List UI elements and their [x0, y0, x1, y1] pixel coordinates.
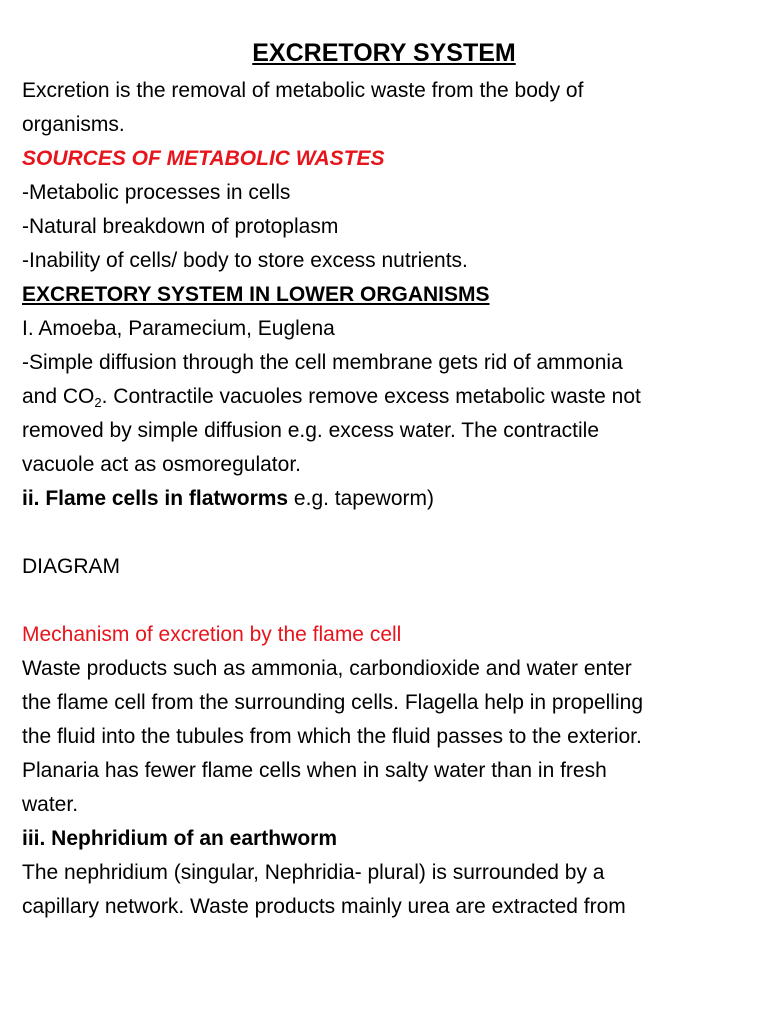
lower-organisms-heading: EXCRETORY SYSTEM IN LOWER ORGANISMS — [22, 283, 490, 306]
co2-prefix: and CO — [22, 385, 95, 408]
co2-subscript: 2 — [94, 395, 102, 410]
blank-line — [22, 516, 746, 550]
flame-cells-label: ii. Flame cells in flatworms — [22, 487, 289, 510]
intro-line-2: organisms. — [22, 113, 125, 136]
flame-mechanism-line-2: the flame cell from the surrounding cells. Flagella help in propelling — [22, 691, 643, 714]
blank-line — [22, 584, 746, 618]
sources-heading: SOURCES OF METABOLIC WASTES — [22, 147, 385, 170]
flame-mechanism-line-3: the fluid into the tubules from which the fluid passes to the exterior. — [22, 725, 642, 748]
nephridium-text-line-1: The nephridium (singular, Nephridia- plural) is surrounded by a — [22, 861, 605, 884]
flame-mechanism-line-1: Waste products such as ammonia, carbondioxide and water enter — [22, 657, 632, 680]
co2-suffix: . Contractile vacuoles remove excess metabolic waste not — [101, 385, 641, 408]
diagram-placeholder: DIAGRAM — [22, 555, 121, 578]
nephridium-heading: iii. Nephridium of an earthworm — [22, 827, 338, 850]
sources-item-2: -Natural breakdown of protoplasm — [22, 215, 339, 238]
nephridium-text-line-2: capillary network. Waste products mainly urea are extracted from — [22, 895, 626, 918]
document-title: EXCRETORY SYSTEM — [252, 39, 516, 67]
flame-cells-example: e.g. tapeworm) — [288, 487, 434, 510]
amoeba-text-line-3: removed by simple diffusion e.g. excess water. The contractile — [22, 419, 600, 442]
flame-cells-item — [22, 482, 746, 516]
amoeba-text-line-1: -Simple diffusion through the cell membrane gets rid of ammonia — [22, 351, 623, 374]
amoeba-text-line-4: vacuole act as osmoregulator. — [22, 453, 301, 476]
sources-item-3: -Inability of cells/ body to store excess nutrients. — [22, 249, 468, 272]
flame-mechanism-line-4: Planaria has fewer flame cells when in salty water than in fresh — [22, 759, 607, 782]
sources-item-1: -Metabolic processes in cells — [22, 181, 291, 204]
amoeba-text-line-2 — [22, 380, 746, 414]
flame-mechanism-heading: Mechanism of excretion by the flame cell — [22, 623, 402, 646]
intro-line-1: Excretion is the removal of metabolic waste from the body of — [22, 79, 584, 102]
flame-mechanism-line-5: water. — [22, 793, 79, 816]
amoeba-item-label: I. Amoeba, Paramecium, Euglena — [22, 317, 335, 340]
lower-organisms-heading-line — [22, 278, 746, 312]
